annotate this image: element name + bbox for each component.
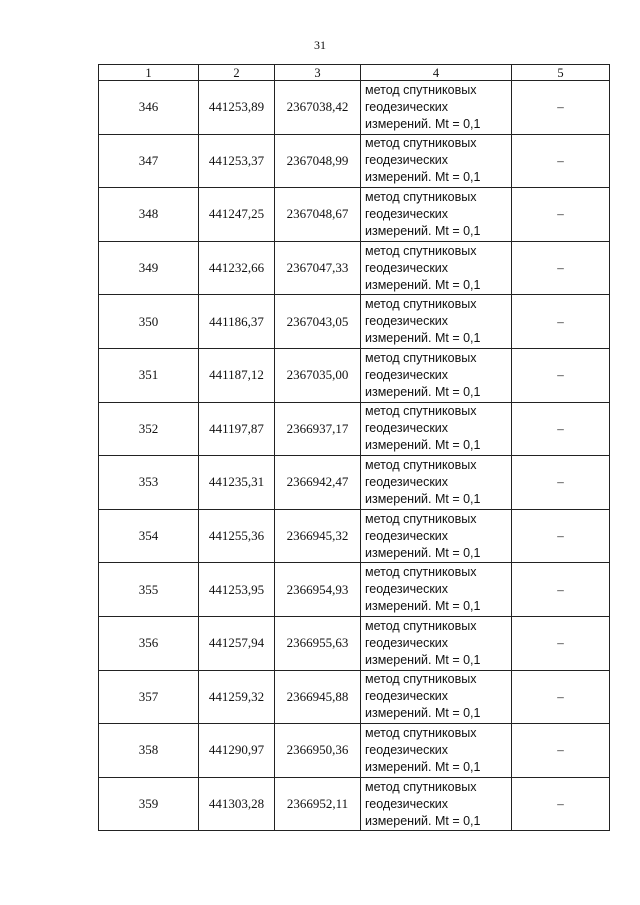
table-row (99, 348, 610, 402)
method-line: геодезических (365, 314, 449, 329)
note-cell: – (512, 616, 610, 670)
method-line: измерений. Mt = 0,1 (365, 491, 481, 506)
method-line: измерений. Mt = 0,1 (365, 331, 481, 346)
table-row (99, 670, 610, 724)
column-header-2: 2 (199, 65, 275, 81)
y-coordinate-cell: 2367048,99 (275, 134, 361, 188)
method-line: измерений. Mt = 0,1 (365, 170, 481, 185)
method-line: геодезических (365, 367, 449, 382)
y-coordinate-cell: 2366945,32 (275, 509, 361, 563)
point-number-cell: 347 (99, 134, 199, 188)
method-line: метод спутниковых (365, 779, 477, 794)
column-header-5: 5 (512, 65, 610, 81)
x-coordinate-cell: 441247,25 (199, 188, 275, 242)
point-number-cell: 351 (99, 348, 199, 402)
point-number-cell: 348 (99, 188, 199, 242)
x-coordinate-cell: 441253,89 (199, 81, 275, 135)
point-number-cell: 357 (99, 670, 199, 724)
y-coordinate-cell: 2366950,36 (275, 724, 361, 778)
point-number-cell: 353 (99, 456, 199, 510)
y-coordinate-cell: 2367043,05 (275, 295, 361, 349)
method-cell (361, 134, 512, 188)
x-coordinate-cell: 441290,97 (199, 724, 275, 778)
note-cell: – (512, 670, 610, 724)
note-cell: – (512, 134, 610, 188)
method-line: метод спутниковых (365, 243, 477, 258)
y-coordinate-cell: 2366952,11 (275, 777, 361, 831)
method-line: метод спутниковых (365, 511, 477, 526)
table-row (99, 509, 610, 563)
method-cell (361, 509, 512, 563)
method-line: измерений. Mt = 0,1 (365, 384, 481, 399)
point-number-cell: 355 (99, 563, 199, 617)
method-line: измерений. Mt = 0,1 (365, 599, 481, 614)
y-coordinate-cell: 2366945,88 (275, 670, 361, 724)
method-cell (361, 563, 512, 617)
y-coordinate-cell: 2367047,33 (275, 241, 361, 295)
column-header-3: 3 (275, 65, 361, 81)
method-line: метод спутниковых (365, 565, 477, 580)
point-number-cell: 350 (99, 295, 199, 349)
method-line: измерений. Mt = 0,1 (365, 116, 481, 131)
method-cell (361, 777, 512, 831)
method-line: измерений. Mt = 0,1 (365, 277, 481, 292)
method-line: метод спутниковых (365, 618, 477, 633)
note-cell: – (512, 241, 610, 295)
method-line: метод спутниковых (365, 725, 477, 740)
method-line: метод спутниковых (365, 82, 477, 97)
note-cell: – (512, 563, 610, 617)
method-line: метод спутниковых (365, 297, 477, 312)
coordinates-table (98, 64, 610, 831)
table-row (99, 134, 610, 188)
method-line: геодезических (365, 474, 449, 489)
x-coordinate-cell: 441232,66 (199, 241, 275, 295)
method-line: измерений. Mt = 0,1 (365, 706, 481, 721)
method-cell (361, 724, 512, 778)
method-cell (361, 670, 512, 724)
x-coordinate-cell: 441197,87 (199, 402, 275, 456)
x-coordinate-cell: 441253,95 (199, 563, 275, 617)
column-header-4: 4 (361, 65, 512, 81)
table-row (99, 81, 610, 135)
method-line: измерений. Mt = 0,1 (365, 759, 481, 774)
method-line: измерений. Mt = 0,1 (365, 545, 481, 560)
note-cell: – (512, 348, 610, 402)
y-coordinate-cell: 2366954,93 (275, 563, 361, 617)
point-number-cell: 359 (99, 777, 199, 831)
note-cell: – (512, 188, 610, 242)
x-coordinate-cell: 441259,32 (199, 670, 275, 724)
y-coordinate-cell: 2367035,00 (275, 348, 361, 402)
point-number-cell: 346 (99, 81, 199, 135)
method-cell (361, 456, 512, 510)
method-cell (361, 348, 512, 402)
method-line: геодезических (365, 582, 449, 597)
method-cell (361, 402, 512, 456)
y-coordinate-cell: 2366955,63 (275, 616, 361, 670)
point-number-cell: 354 (99, 509, 199, 563)
method-line: геодезических (365, 260, 449, 275)
x-coordinate-cell: 441255,36 (199, 509, 275, 563)
y-coordinate-cell: 2367038,42 (275, 81, 361, 135)
table-row (99, 456, 610, 510)
point-number-cell: 349 (99, 241, 199, 295)
method-line: метод спутниковых (365, 457, 477, 472)
method-line: геодезических (365, 421, 449, 436)
method-line: геодезических (365, 742, 449, 757)
method-cell (361, 241, 512, 295)
method-line: геодезических (365, 689, 449, 704)
method-line: метод спутниковых (365, 350, 477, 365)
note-cell: – (512, 456, 610, 510)
method-line: геодезических (365, 635, 449, 650)
method-line: метод спутниковых (365, 672, 477, 687)
x-coordinate-cell: 441303,28 (199, 777, 275, 831)
table-row (99, 563, 610, 617)
x-coordinate-cell: 441257,94 (199, 616, 275, 670)
x-coordinate-cell: 441186,37 (199, 295, 275, 349)
method-line: геодезических (365, 153, 449, 168)
y-coordinate-cell: 2366937,17 (275, 402, 361, 456)
method-cell (361, 81, 512, 135)
table-header-row (99, 65, 610, 81)
method-line: метод спутниковых (365, 404, 477, 419)
x-coordinate-cell: 441253,37 (199, 134, 275, 188)
y-coordinate-cell: 2366942,47 (275, 456, 361, 510)
method-line: метод спутниковых (365, 189, 477, 204)
table-row (99, 724, 610, 778)
page-number: 31 (314, 38, 326, 52)
method-line: измерений. Mt = 0,1 (365, 813, 481, 828)
method-cell (361, 188, 512, 242)
method-line: геодезических (365, 206, 449, 221)
table-row (99, 295, 610, 349)
point-number-cell: 358 (99, 724, 199, 778)
note-cell: – (512, 777, 610, 831)
method-line: измерений. Mt = 0,1 (365, 438, 481, 453)
note-cell: – (512, 81, 610, 135)
method-cell (361, 616, 512, 670)
method-line: измерений. Mt = 0,1 (365, 652, 481, 667)
table-row (99, 241, 610, 295)
table-row (99, 616, 610, 670)
note-cell: – (512, 724, 610, 778)
x-coordinate-cell: 441235,31 (199, 456, 275, 510)
note-cell: – (512, 509, 610, 563)
x-coordinate-cell: 441187,12 (199, 348, 275, 402)
method-line: геодезических (365, 99, 449, 114)
note-cell: – (512, 295, 610, 349)
method-line: геодезических (365, 796, 449, 811)
method-cell (361, 295, 512, 349)
note-cell: – (512, 402, 610, 456)
table-row (99, 777, 610, 831)
y-coordinate-cell: 2367048,67 (275, 188, 361, 242)
method-line: геодезических (365, 528, 449, 543)
table-row (99, 402, 610, 456)
table-row (99, 188, 610, 242)
method-line: измерений. Mt = 0,1 (365, 223, 481, 238)
point-number-cell: 356 (99, 616, 199, 670)
column-header-1: 1 (99, 65, 199, 81)
method-line: метод спутниковых (365, 136, 477, 151)
point-number-cell: 352 (99, 402, 199, 456)
table-body (99, 81, 610, 831)
